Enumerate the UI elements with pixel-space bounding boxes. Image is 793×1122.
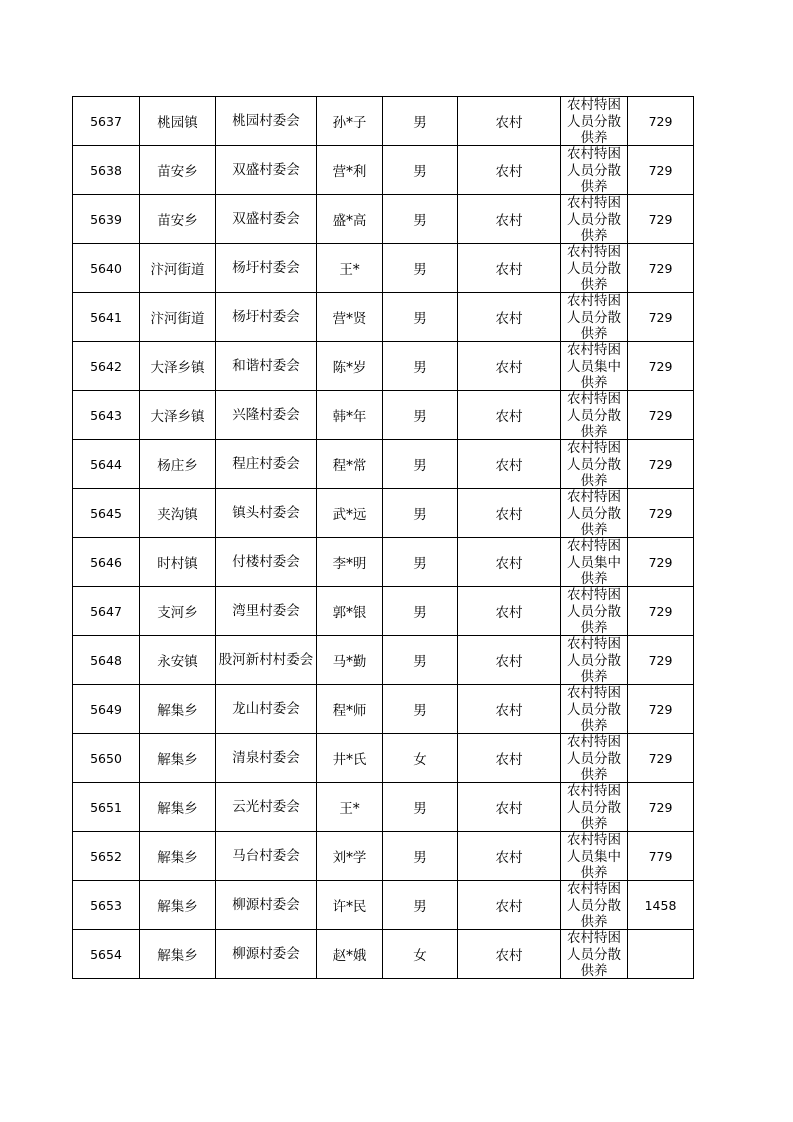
table-row bbox=[73, 636, 694, 685]
table-row bbox=[73, 440, 694, 489]
support-category-cell bbox=[561, 538, 628, 587]
table-row bbox=[73, 685, 694, 734]
support-category-cell bbox=[561, 391, 628, 440]
gender-cell: 男 bbox=[383, 293, 458, 342]
amount-cell: 729 bbox=[628, 391, 694, 440]
person-name-cell: 刘*学 bbox=[317, 832, 383, 881]
gender-cell: 男 bbox=[383, 881, 458, 930]
amount-cell: 729 bbox=[628, 587, 694, 636]
town-cell: 解集乡 bbox=[140, 930, 216, 979]
table-row bbox=[73, 832, 694, 881]
record-id-cell: 5648 bbox=[73, 636, 140, 685]
person-name-cell: 孙*子 bbox=[317, 97, 383, 146]
support-category-text: 农村特困人员分散供养 bbox=[567, 685, 621, 732]
record-id-cell: 5650 bbox=[73, 734, 140, 783]
record-id-cell: 5640 bbox=[73, 244, 140, 293]
record-id-cell: 5646 bbox=[73, 538, 140, 587]
town-cell: 苗安乡 bbox=[140, 146, 216, 195]
record-id-cell: 5642 bbox=[73, 342, 140, 391]
village-committee-cell bbox=[216, 685, 317, 734]
town-cell: 大泽乡镇 bbox=[140, 342, 216, 391]
gender-cell: 男 bbox=[383, 146, 458, 195]
village-committee-text: 柳源村委会 bbox=[232, 896, 300, 913]
village-committee-cell bbox=[216, 930, 317, 979]
gender-cell: 男 bbox=[383, 342, 458, 391]
amount-cell: 729 bbox=[628, 195, 694, 244]
roster-sheet bbox=[72, 96, 694, 979]
gender-cell: 男 bbox=[383, 391, 458, 440]
person-name-cell: 马*勤 bbox=[317, 636, 383, 685]
village-committee-text: 双盛村委会 bbox=[232, 161, 300, 178]
person-name-cell: 程*师 bbox=[317, 685, 383, 734]
village-committee-text: 程庄村委会 bbox=[232, 455, 300, 472]
person-name-cell: 武*远 bbox=[317, 489, 383, 538]
table-row bbox=[73, 391, 694, 440]
support-category-cell bbox=[561, 146, 628, 195]
table-row bbox=[73, 930, 694, 979]
village-committee-cell bbox=[216, 783, 317, 832]
support-category-text: 农村特困人员分散供养 bbox=[567, 489, 621, 536]
amount-cell: 729 bbox=[628, 244, 694, 293]
village-committee-text: 湾里村委会 bbox=[232, 602, 300, 619]
area-type-cell: 农村 bbox=[458, 440, 561, 489]
village-committee-text: 马台村委会 bbox=[232, 847, 300, 864]
support-category-cell bbox=[561, 293, 628, 342]
amount-cell bbox=[628, 930, 694, 979]
record-id-cell: 5641 bbox=[73, 293, 140, 342]
town-cell: 解集乡 bbox=[140, 783, 216, 832]
person-name-cell: 营*利 bbox=[317, 146, 383, 195]
record-id-cell: 5645 bbox=[73, 489, 140, 538]
table-row bbox=[73, 489, 694, 538]
town-cell: 支河乡 bbox=[140, 587, 216, 636]
area-type-cell: 农村 bbox=[458, 685, 561, 734]
town-cell: 解集乡 bbox=[140, 881, 216, 930]
support-category-cell bbox=[561, 930, 628, 979]
village-committee-text: 杨圩村委会 bbox=[232, 259, 300, 276]
area-type-cell: 农村 bbox=[458, 489, 561, 538]
village-committee-cell bbox=[216, 734, 317, 783]
person-name-cell: 王* bbox=[317, 244, 383, 293]
support-category-cell bbox=[561, 342, 628, 391]
area-type-cell: 农村 bbox=[458, 636, 561, 685]
village-committee-cell bbox=[216, 489, 317, 538]
support-category-text: 农村特困人员分散供养 bbox=[567, 587, 621, 634]
village-committee-text: 镇头村委会 bbox=[232, 504, 300, 521]
record-id-cell: 5637 bbox=[73, 97, 140, 146]
village-committee-text: 桃园村委会 bbox=[232, 112, 300, 129]
support-category-text: 农村特困人员分散供养 bbox=[567, 244, 621, 291]
town-cell: 汴河街道 bbox=[140, 293, 216, 342]
support-category-cell bbox=[561, 97, 628, 146]
area-type-cell: 农村 bbox=[458, 391, 561, 440]
roster-table bbox=[72, 96, 694, 979]
village-committee-text: 双盛村委会 bbox=[232, 210, 300, 227]
person-name-cell: 王* bbox=[317, 783, 383, 832]
record-id-cell: 5649 bbox=[73, 685, 140, 734]
village-committee-cell bbox=[216, 832, 317, 881]
support-category-text: 农村特困人员分散供养 bbox=[567, 636, 621, 683]
support-category-text: 农村特困人员集中供养 bbox=[567, 342, 621, 389]
support-category-text: 农村特困人员分散供养 bbox=[567, 440, 621, 487]
support-category-cell bbox=[561, 489, 628, 538]
gender-cell: 男 bbox=[383, 440, 458, 489]
support-category-text: 农村特困人员分散供养 bbox=[567, 195, 621, 242]
record-id-cell: 5647 bbox=[73, 587, 140, 636]
table-row bbox=[73, 538, 694, 587]
gender-cell: 女 bbox=[383, 930, 458, 979]
support-category-cell bbox=[561, 832, 628, 881]
village-committee-text: 清泉村委会 bbox=[232, 749, 300, 766]
area-type-cell: 农村 bbox=[458, 783, 561, 832]
record-id-cell: 5654 bbox=[73, 930, 140, 979]
village-committee-text: 云光村委会 bbox=[232, 798, 300, 815]
gender-cell: 女 bbox=[383, 734, 458, 783]
area-type-cell: 农村 bbox=[458, 146, 561, 195]
support-category-text: 农村特困人员分散供养 bbox=[567, 391, 621, 438]
support-category-text: 农村特困人员分散供养 bbox=[567, 881, 621, 928]
town-cell: 夹沟镇 bbox=[140, 489, 216, 538]
area-type-cell: 农村 bbox=[458, 881, 561, 930]
support-category-cell bbox=[561, 636, 628, 685]
area-type-cell: 农村 bbox=[458, 293, 561, 342]
support-category-text: 农村特困人员分散供养 bbox=[567, 930, 621, 977]
amount-cell: 729 bbox=[628, 538, 694, 587]
village-committee-cell bbox=[216, 391, 317, 440]
gender-cell: 男 bbox=[383, 685, 458, 734]
person-name-cell: 井*氏 bbox=[317, 734, 383, 783]
amount-cell: 729 bbox=[628, 342, 694, 391]
support-category-cell bbox=[561, 244, 628, 293]
town-cell: 解集乡 bbox=[140, 685, 216, 734]
town-cell: 永安镇 bbox=[140, 636, 216, 685]
roster-rows bbox=[73, 97, 694, 979]
town-cell: 时村镇 bbox=[140, 538, 216, 587]
record-id-cell: 5638 bbox=[73, 146, 140, 195]
support-category-cell bbox=[561, 881, 628, 930]
table-row bbox=[73, 587, 694, 636]
village-committee-cell bbox=[216, 244, 317, 293]
amount-cell: 729 bbox=[628, 636, 694, 685]
record-id-cell: 5643 bbox=[73, 391, 140, 440]
area-type-cell: 农村 bbox=[458, 587, 561, 636]
town-cell: 解集乡 bbox=[140, 832, 216, 881]
village-committee-text: 龙山村委会 bbox=[232, 700, 300, 717]
village-committee-text: 股河新村村委会 bbox=[218, 651, 314, 668]
support-category-text: 农村特困人员分散供养 bbox=[567, 97, 621, 144]
table-row bbox=[73, 293, 694, 342]
gender-cell: 男 bbox=[383, 195, 458, 244]
town-cell: 解集乡 bbox=[140, 734, 216, 783]
village-committee-cell bbox=[216, 440, 317, 489]
amount-cell: 779 bbox=[628, 832, 694, 881]
village-committee-cell bbox=[216, 538, 317, 587]
table-row bbox=[73, 244, 694, 293]
support-category-cell bbox=[561, 195, 628, 244]
record-id-cell: 5652 bbox=[73, 832, 140, 881]
amount-cell: 729 bbox=[628, 440, 694, 489]
support-category-text: 农村特困人员分散供养 bbox=[567, 783, 621, 830]
gender-cell: 男 bbox=[383, 489, 458, 538]
amount-cell: 729 bbox=[628, 146, 694, 195]
amount-cell: 729 bbox=[628, 783, 694, 832]
person-name-cell: 盛*高 bbox=[317, 195, 383, 244]
village-committee-text: 兴隆村委会 bbox=[232, 406, 300, 423]
support-category-cell bbox=[561, 734, 628, 783]
support-category-cell bbox=[561, 783, 628, 832]
village-committee-cell bbox=[216, 587, 317, 636]
support-category-text: 农村特困人员分散供养 bbox=[567, 734, 621, 781]
gender-cell: 男 bbox=[383, 783, 458, 832]
support-category-text: 农村特困人员集中供养 bbox=[567, 832, 621, 879]
amount-cell: 729 bbox=[628, 97, 694, 146]
table-row bbox=[73, 783, 694, 832]
amount-cell: 1458 bbox=[628, 881, 694, 930]
person-name-cell: 李*明 bbox=[317, 538, 383, 587]
area-type-cell: 农村 bbox=[458, 832, 561, 881]
village-committee-cell bbox=[216, 293, 317, 342]
village-committee-cell bbox=[216, 881, 317, 930]
town-cell: 桃园镇 bbox=[140, 97, 216, 146]
gender-cell: 男 bbox=[383, 587, 458, 636]
table-row bbox=[73, 342, 694, 391]
village-committee-text: 付楼村委会 bbox=[232, 553, 300, 570]
area-type-cell: 农村 bbox=[458, 538, 561, 587]
village-committee-text: 杨圩村委会 bbox=[232, 308, 300, 325]
support-category-cell bbox=[561, 587, 628, 636]
record-id-cell: 5644 bbox=[73, 440, 140, 489]
table-row bbox=[73, 146, 694, 195]
village-committee-cell bbox=[216, 97, 317, 146]
town-cell: 苗安乡 bbox=[140, 195, 216, 244]
town-cell: 大泽乡镇 bbox=[140, 391, 216, 440]
village-committee-cell bbox=[216, 342, 317, 391]
table-row bbox=[73, 881, 694, 930]
record-id-cell: 5651 bbox=[73, 783, 140, 832]
gender-cell: 男 bbox=[383, 244, 458, 293]
town-cell: 杨庄乡 bbox=[140, 440, 216, 489]
person-name-cell: 营*贤 bbox=[317, 293, 383, 342]
support-category-text: 农村特困人员分散供养 bbox=[567, 146, 621, 193]
town-cell: 汴河街道 bbox=[140, 244, 216, 293]
amount-cell: 729 bbox=[628, 734, 694, 783]
area-type-cell: 农村 bbox=[458, 734, 561, 783]
person-name-cell: 许*民 bbox=[317, 881, 383, 930]
area-type-cell: 农村 bbox=[458, 195, 561, 244]
table-row bbox=[73, 734, 694, 783]
area-type-cell: 农村 bbox=[458, 244, 561, 293]
village-committee-cell bbox=[216, 146, 317, 195]
village-committee-cell bbox=[216, 636, 317, 685]
gender-cell: 男 bbox=[383, 97, 458, 146]
area-type-cell: 农村 bbox=[458, 342, 561, 391]
support-category-cell bbox=[561, 685, 628, 734]
person-name-cell: 韩*年 bbox=[317, 391, 383, 440]
amount-cell: 729 bbox=[628, 489, 694, 538]
person-name-cell: 郭*银 bbox=[317, 587, 383, 636]
table-row bbox=[73, 195, 694, 244]
amount-cell: 729 bbox=[628, 293, 694, 342]
gender-cell: 男 bbox=[383, 832, 458, 881]
table-row bbox=[73, 97, 694, 146]
support-category-text: 农村特困人员集中供养 bbox=[567, 538, 621, 585]
village-committee-cell bbox=[216, 195, 317, 244]
record-id-cell: 5653 bbox=[73, 881, 140, 930]
area-type-cell: 农村 bbox=[458, 97, 561, 146]
person-name-cell: 赵*娥 bbox=[317, 930, 383, 979]
support-category-text: 农村特困人员分散供养 bbox=[567, 293, 621, 340]
village-committee-text: 和谐村委会 bbox=[232, 357, 300, 374]
person-name-cell: 程*常 bbox=[317, 440, 383, 489]
record-id-cell: 5639 bbox=[73, 195, 140, 244]
gender-cell: 男 bbox=[383, 538, 458, 587]
village-committee-text: 柳源村委会 bbox=[232, 945, 300, 962]
person-name-cell: 陈*岁 bbox=[317, 342, 383, 391]
amount-cell: 729 bbox=[628, 685, 694, 734]
support-category-cell bbox=[561, 440, 628, 489]
gender-cell: 男 bbox=[383, 636, 458, 685]
area-type-cell: 农村 bbox=[458, 930, 561, 979]
